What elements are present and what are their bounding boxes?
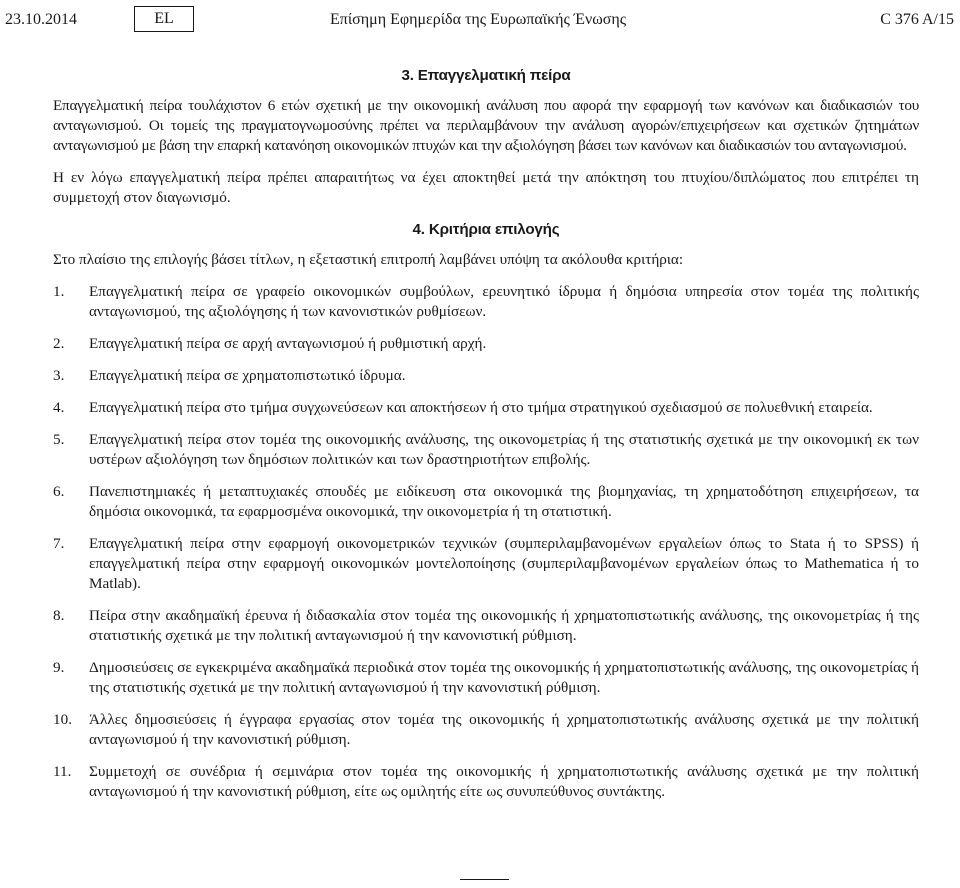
- language-box: EL: [134, 6, 194, 32]
- list-item-number: 10.: [53, 711, 72, 728]
- list-item: [53, 658, 919, 698]
- list-item: [53, 366, 919, 386]
- list-item-number: 2.: [53, 335, 65, 352]
- journal-reference: C 376 A/15: [880, 11, 954, 28]
- list-item-text: Άλλες δημοσιεύσεις ή έγγραφα εργασίας στον τομέα της οικονομικής ή χρηματοπιστωτικής ανάλυσης σχετικά με την πολιτική ανταγωνισμού ή την κανονιστική ρύθμιση.: [89, 711, 919, 748]
- document-body: [53, 66, 919, 814]
- list-item: [53, 282, 919, 322]
- list-item-number: 9.: [53, 659, 65, 676]
- criteria-intro: Στο πλαίσιο της επιλογής βάσει τίτλων, η εξεταστική επιτροπή λαμβάνει υπόψη τα ακόλουθα κριτήρια:: [53, 251, 684, 268]
- list-item-text: Επαγγελματική πείρα στον τομέα της οικονομικής ανάλυσης, της οικονομετρίας ή της στατιστικής σχετικά με την οικονομική εκ των υστέρων αξιολόγηση των δημόσιων πολιτικών και των δραστηριοτήτων επιβολής.: [89, 431, 919, 468]
- section-title-experience: 3. Επαγγελματική πείρα: [401, 67, 571, 84]
- list-item: [53, 606, 919, 646]
- experience-paragraph-2: Η εν λόγω επαγγελματική πείρα πρέπει απαραιτήτως να έχει αποκτηθεί μετά την απόκτηση του πτυχίου/διπλώματος που επιτρέπει τη συμμετοχή στον διαγωνισμό.: [53, 169, 919, 206]
- list-item-number: 8.: [53, 607, 65, 624]
- list-item-number: 11.: [53, 763, 72, 780]
- list-item: [53, 710, 919, 750]
- list-item: [53, 762, 919, 802]
- list-item: [53, 430, 919, 470]
- criteria-list: [53, 282, 919, 802]
- list-item-text: Επαγγελματική πείρα σε αρχή ανταγωνισμού ή ρυθμιστική αρχή.: [89, 335, 487, 352]
- list-item-number: 4.: [53, 399, 65, 416]
- list-item-text: Επαγγελματική πείρα σε γραφείο οικονομικών συμβούλων, ερευνητικό ίδρυμα ή δημόσια υπηρεσία στον τομέα της πολιτικής ανταγωνισμού, της αξιολόγησης ή των κανονιστικών ρυθμίσεων.: [89, 283, 919, 320]
- section-title-criteria: 4. Κριτήρια επιλογής: [412, 221, 560, 238]
- list-item-number: 3.: [53, 367, 65, 384]
- list-item-text: Πείρα στην ακαδημαϊκή έρευνα ή διδασκαλία στον τομέα της οικονομικής ή χρηματοπιστωτικής ανάλυσης, της οικονομετρίας ή της στατιστικής σχετικά με την πολιτική ανταγωνισμού ή την κανονιστική ρύθμιση.: [89, 607, 919, 644]
- publication-date: 23.10.2014: [5, 11, 77, 28]
- list-item: [53, 398, 919, 418]
- list-item: [53, 534, 919, 594]
- list-item-text: Συμμετοχή σε συνέδρια ή σεμινάρια στον τομέα της οικονομικής ή χρηματοπιστωτικής ανάλυσης σχετικά με την πολιτική ανταγωνισμού ή την κανονιστική ρύθμιση, είτε ως ομιλητής είτε ως συνυπεύθυνος συντάκτης.: [89, 763, 919, 800]
- journal-title: Επίσημη Εφημερίδα της Ευρωπαϊκής Ένωσης: [330, 11, 627, 28]
- list-item-text: Επαγγελματική πείρα στην εφαρμογή οικονομετρικών τεχνικών (συμπεριλαμβανομένων εργαλείων όπως το Stata ή το SPSS) ή επαγγελματική πείρα στην εφαρμογή οικονομικών μοντελοποίησης (συμπεριλαμβανομένων εργαλείων όπως το Mathematica ή το Matlab).: [89, 535, 919, 592]
- footer-divider: [460, 879, 509, 880]
- list-item-text: Επαγγελματική πείρα σε χρηματοπιστωτικό ίδρυμα.: [89, 367, 406, 384]
- list-item: [53, 482, 919, 522]
- list-item-number: 7.: [53, 535, 65, 552]
- list-item-text: Επαγγελματική πείρα στο τμήμα συγχωνεύσεων και αποκτήσεων ή στο τμήμα στρατηγικού σχεδιασμού σε πολυεθνική εταιρεία.: [89, 399, 873, 416]
- list-item: [53, 334, 919, 354]
- list-item-text: Δημοσιεύσεις σε εγκεκριμένα ακαδημαϊκά περιοδικά στον τομέα της οικονομικής ή χρηματοπιστωτικής ανάλυσης, της οικονομετρίας ή της στατιστικής σχετικά με την πολιτική ανταγωνισμού ή την κανονιστική ρύθμιση.: [89, 659, 919, 696]
- list-item-number: 1.: [53, 283, 65, 300]
- list-item-number: 5.: [53, 431, 65, 448]
- page-header: [0, 6, 960, 34]
- list-item-number: 6.: [53, 483, 65, 500]
- list-item-text: Πανεπιστημιακές ή μεταπτυχιακές σπουδές με ειδίκευση στα οικονομικά της βιομηχανίας, τη χρηματοδότηση επιχειρήσεων, τα δημόσια οικονομικά, τα εφαρμοσμένα οικονομικά, την οικονομετρία ή τη στατιστική.: [89, 483, 919, 520]
- experience-paragraph-1: Επαγγελματική πείρα τουλάχιστον 6 ετών σχετική με την οικονομική ανάλυση που αφορά την εφαρμογή των κανόνων και διαδικασιών του ανταγωνισμού. Οι τομείς της πραγματογνωμοσύνης πρέπει να περιλαμβάνουν την ανάλυση αγορών/επιχειρήσεων και σχετικών ζητημάτων ανταγωνισμού με βάση την επαρκή κατανόηση οικονομικών πτυχών και την αξιολόγηση βάσει των κανόνων και διαδικασιών του ανταγωνισμού.: [53, 97, 919, 154]
